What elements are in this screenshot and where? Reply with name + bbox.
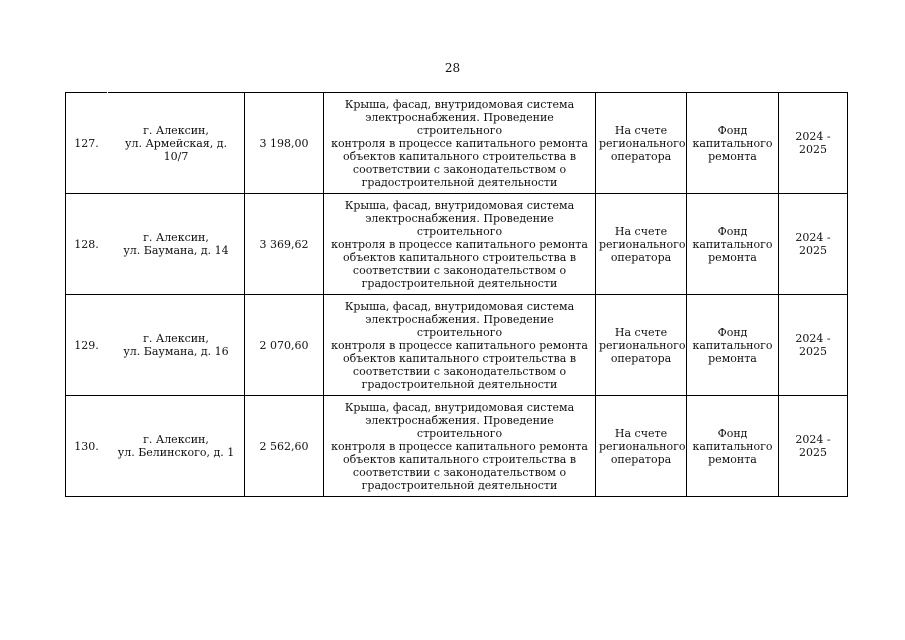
work-description-cell-line: электроснабжения. Проведение строительного bbox=[365, 110, 554, 137]
fund-cell bbox=[687, 295, 779, 396]
account-cell-line: регионального bbox=[599, 439, 686, 453]
address-cell-line: г. Алексин, bbox=[143, 332, 209, 345]
address-cell-line: г. Алексин, bbox=[143, 231, 209, 244]
work-description-cell-line: электроснабжения. Проведение строительного bbox=[365, 413, 554, 440]
address-cell-line: ул. Баумана, д. 14 bbox=[123, 244, 229, 257]
account-cell bbox=[596, 93, 687, 194]
work-description-cell-line: контроля в процессе капитального ремонта bbox=[331, 136, 588, 150]
account-cell-line: оператора bbox=[610, 452, 672, 466]
period-cell: 2024 - 2025 bbox=[779, 93, 848, 194]
period-cell: 2024 - 2025 bbox=[779, 194, 848, 295]
address-cell-line: ул. Баумана, д. 16 bbox=[123, 345, 229, 358]
account-cell-line: регионального bbox=[599, 237, 686, 251]
fund-cell-line: ремонта bbox=[708, 351, 757, 365]
address-cell-line: г. Алексин, bbox=[143, 433, 209, 446]
account-cell-line: оператора bbox=[610, 250, 672, 264]
fund-cell bbox=[687, 396, 779, 497]
table-row bbox=[66, 295, 848, 396]
account-cell-line: На счете bbox=[614, 426, 668, 440]
fund-cell-line: Фонд bbox=[717, 123, 748, 137]
account-cell bbox=[596, 396, 687, 497]
work-description-cell-line: электроснабжения. Проведение строительного bbox=[365, 211, 554, 238]
fund-cell-line: ремонта bbox=[708, 149, 757, 163]
work-description-cell-line: контроля в процессе капитального ремонта bbox=[331, 439, 588, 453]
cost-cell: 2 562,60 bbox=[245, 396, 324, 497]
address-cell-line: ул. Белинского, д. 1 bbox=[117, 446, 235, 459]
account-cell-line: оператора bbox=[610, 149, 672, 163]
cost-cell: 3 198,00 bbox=[245, 93, 324, 194]
account-cell-line: регионального bbox=[599, 338, 686, 352]
table-row bbox=[66, 93, 848, 194]
work-description-cell-line: соответствии с законодательством о bbox=[352, 364, 567, 378]
work-description-cell-line: соответствии с законодательством о bbox=[352, 162, 567, 176]
row-number: 128. bbox=[66, 194, 108, 295]
work-description-cell bbox=[324, 295, 596, 396]
work-description-cell-line: градостроительной деятельности bbox=[361, 377, 558, 391]
work-description-cell-line: градостроительной деятельности bbox=[361, 478, 558, 492]
account-cell-line: На счете bbox=[614, 123, 668, 137]
fund-cell-line: Фонд bbox=[717, 224, 748, 238]
work-description-cell-line: градостроительной деятельности bbox=[361, 276, 558, 290]
table-row bbox=[66, 396, 848, 497]
work-description-cell bbox=[324, 396, 596, 497]
period-cell: 2024 - 2025 bbox=[779, 396, 848, 497]
account-cell-line: На счете bbox=[614, 325, 668, 339]
fund-cell bbox=[687, 194, 779, 295]
cost-cell: 2 070,60 bbox=[245, 295, 324, 396]
period-cell: 2024 - 2025 bbox=[779, 295, 848, 396]
account-cell bbox=[596, 295, 687, 396]
work-description-cell-line: Крыша, фасад, внутридомовая система bbox=[344, 299, 575, 313]
work-description-cell-line: Крыша, фасад, внутридомовая система bbox=[344, 400, 575, 414]
work-description-cell-line: Крыша, фасад, внутридомовая система bbox=[344, 198, 575, 212]
work-description-cell-line: электроснабжения. Проведение строительного bbox=[365, 312, 554, 339]
work-description-cell-line: соответствии с законодательством о bbox=[352, 465, 567, 479]
fund-cell-line: капитального bbox=[692, 136, 773, 150]
row-number: 129. bbox=[66, 295, 108, 396]
fund-cell-line: Фонд bbox=[717, 325, 748, 339]
fund-cell-line: капитального bbox=[692, 439, 773, 453]
address-cell bbox=[108, 396, 245, 497]
work-description-cell-line: объектов капитального строительства в bbox=[342, 351, 577, 365]
work-description-cell-line: объектов капитального строительства в bbox=[342, 149, 577, 163]
work-description-cell-line: объектов капитального строительства в bbox=[342, 452, 577, 466]
table-row bbox=[66, 194, 848, 295]
address-cell-line: ул. Армейская, д. 10/7 bbox=[124, 136, 228, 163]
fund-cell-line: Фонд bbox=[717, 426, 748, 440]
work-description-cell-line: Крыша, фасад, внутридомовая система bbox=[344, 97, 575, 111]
account-cell-line: оператора bbox=[610, 351, 672, 365]
work-description-cell-line: градостроительной деятельности bbox=[361, 175, 558, 189]
cost-cell: 3 369,62 bbox=[245, 194, 324, 295]
work-description-cell-line: контроля в процессе капитального ремонта bbox=[331, 338, 588, 352]
work-description-cell-line: объектов капитального строительства в bbox=[342, 250, 577, 264]
work-description-cell-line: соответствии с законодательством о bbox=[352, 263, 567, 277]
repair-program-table bbox=[65, 92, 848, 497]
work-description-cell-line: контроля в процессе капитального ремонта bbox=[331, 237, 588, 251]
fund-cell-line: капитального bbox=[692, 338, 773, 352]
work-description-cell bbox=[324, 194, 596, 295]
account-cell bbox=[596, 194, 687, 295]
address-cell bbox=[108, 93, 245, 194]
row-number: 130. bbox=[66, 396, 108, 497]
fund-cell-line: капитального bbox=[692, 237, 773, 251]
account-cell-line: регионального bbox=[599, 136, 686, 150]
address-cell bbox=[108, 295, 245, 396]
fund-cell-line: ремонта bbox=[708, 250, 757, 264]
address-cell bbox=[108, 194, 245, 295]
page-number: 28 bbox=[444, 61, 461, 75]
fund-cell-line: ремонта bbox=[708, 452, 757, 466]
row-number: 127. bbox=[66, 93, 108, 194]
work-description-cell bbox=[324, 93, 596, 194]
address-cell-line: г. Алексин, bbox=[143, 123, 209, 137]
account-cell-line: На счете bbox=[614, 224, 668, 238]
fund-cell bbox=[687, 93, 779, 194]
